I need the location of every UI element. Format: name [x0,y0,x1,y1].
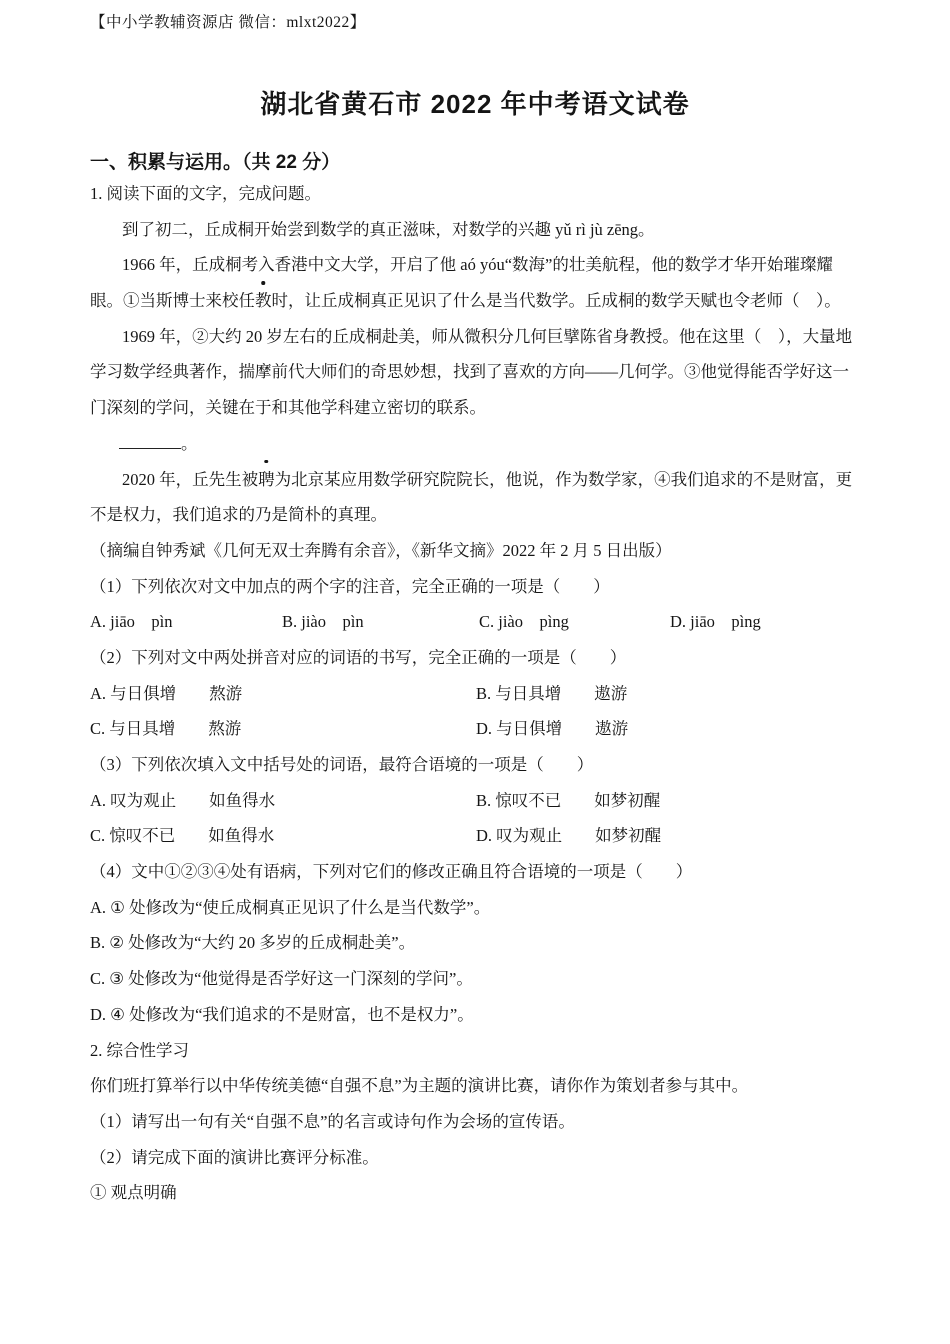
passage-line-3-before: 眼。①当斯博士来校任 [90,291,255,311]
q1-sub1-stem: （1）下列依次对文中加点的两个字的注音，完全正确的一项是（ ） [90,576,610,596]
q1-sub3-options-row2 [0,818,950,854]
passage-line-4: 1969 年，②大约 20 岁左右的丘成桐赴美，师从微积分几何巨擘陈省身教授。他在这里（ ），大量地 [122,326,853,346]
passage-line-9: 不是权力，我们追求的乃是简朴的真理。 [90,505,387,525]
q1-sub1-options [0,604,950,640]
page-title: 湖北省黄石市 2022 年中考语文试卷 [260,89,690,119]
q1-sub4-option-c: C. ③ 处修改为“他觉得是否学好这一门深刻的学问”。 [90,969,473,989]
q1-sub4-option-d: D. ④ 处修改为“我们追求的不是财富，也不是权力”。 [90,1004,474,1024]
passage-line-6: 门深刻的学问，关键在于和其他学科建立密切的联系。 [90,398,486,418]
passage-line-2: 1966 年，丘成桐考入香港中文大学，开启了他 aó yóu“数海”的壮美航程，他的数学才华开始璀璨耀 [122,255,833,275]
blank-underline [119,431,181,449]
passage-source: （摘编自钟秀斌《几何无双士奔腾有余音》，《新华文摘》2022 年 2 月 5 日出版） [90,540,672,560]
q1-sub2-options-row1 [0,676,950,712]
q1-sub3-options-row1 [0,783,950,819]
passage-line-8-before: 2020 年，丘先生被 [122,469,259,489]
option-b: B. jiào pìn [282,612,364,632]
passage-line-1: 到了初二，丘成桐开始尝到数学的真正滋味，对数学的兴趣 yǔ rì jù zēng。 [122,219,655,239]
q1-stem: 1. 阅读下面的文字，完成问题。 [90,184,321,203]
blank-period: 。 [181,433,198,453]
option-a: A. 与日俱增 熬游 [90,683,243,703]
emphasis-dot-char-pin: 聘 [258,466,275,490]
q2-intro: 你们班打算举行以中华传统美德“自强不息”为主题的演讲比赛，请你作为策划者参与其中。 [90,1076,749,1096]
q1-sub4-stem: （4）文中①②③④处有语病，下列对它们的修改正确且符合语境的一项是（ ） [90,862,693,882]
q1-sub2-options-row2 [0,711,950,747]
passage-blank-line [0,426,950,462]
q1-sub3-stem: （3）下列依次填入文中括号处的词语，最符合语境的一项是（ ） [90,755,594,774]
document-body [0,176,950,1211]
option-b: B. 惊叹不已 如梦初醒 [476,790,661,810]
q1-sub4-option-b: B. ② 处修改为“大约 20 多岁的丘成桐赴美”。 [90,933,416,953]
option-d: D. jiāo pìng [670,612,761,632]
option-c: C. 惊叹不已 如鱼得水 [90,826,275,846]
q1-sub4-option-a: A. ① 处修改为“使丘成桐真正见识了什么是当代数学”。 [90,897,491,917]
emphasis-dot-char-jiao: 教 [255,287,272,311]
option-a: A. 叹为观止 如鱼得水 [90,790,276,810]
option-c: C. jiào pìng [479,612,569,632]
passage-line-5: 学习数学经典著作，揣摩前代大师们的奇思妙想，找到了喜欢的方向——几何学。③他觉得能否学好这一 [90,362,849,382]
watermark: 【中小学教辅资源店 微信：mlxt2022】 [90,14,366,31]
q2-sub2: （2）请完成下面的演讲比赛评分标准。 [90,1147,379,1167]
option-b: B. 与日具增 遨游 [476,683,628,703]
q2-stem: 2. 综合性学习 [90,1040,189,1060]
option-d: D. 与日俱增 遨游 [476,719,629,739]
q2-sub1: （1）请写出一句有关“自强不息”的名言或诗句作为会场的宣传语。 [90,1111,575,1131]
q1-sub2-stem: （2）下列对文中两处拼音对应的词语的书写，完全正确的一项是（ ） [90,647,627,667]
option-a: A. jiāo pìn [90,612,173,632]
passage-line-8-after: 为北京某应用数学研究院院长，他说，作为数学家，④我们追求的不是财富，更 [274,469,853,489]
passage-line-8 [0,462,950,498]
passage-line-3 [0,283,950,319]
passage-line-3-after: 时，让丘成桐真正见识了什么是当代数学。丘成桐的数学天赋也令老师（ ）。 [271,291,841,311]
option-d: D. 叹为观止 如梦初醒 [476,826,662,846]
q2-item1: ① 观点明确 [90,1183,177,1203]
option-c: C. 与日具增 熬游 [90,719,242,739]
section-heading: 一、积累与运用。（共 22 分） [90,152,341,173]
